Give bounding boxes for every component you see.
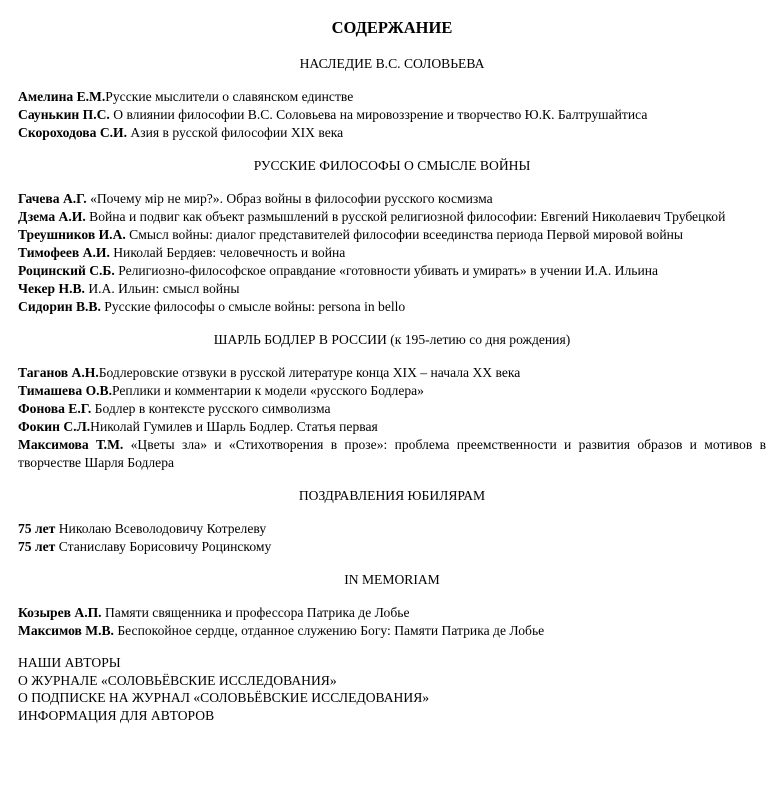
entry-title: Николай Гумилев и Шарль Бодлер. Статья первая [90,419,378,434]
entry-title: «Почему мiр не мир?». Образ войны в философии русского космизма [86,191,493,206]
toc-entry [18,382,766,400]
entry-author: Тимофеев А.И. [18,245,110,260]
toc-entry [18,604,766,622]
entry-author: Амелина Е.М. [18,89,106,104]
entry-author: Треушников И.А. [18,227,126,242]
entry-author: 75 лет [18,521,56,536]
toc-entry [18,280,766,298]
toc-entry [18,298,766,316]
toc-entry [18,400,766,418]
entry-title: Азия в русской философии XIX века [127,125,344,140]
entry-author: Гачева А.Г. [18,191,87,206]
entry-author: Скороходова С.И. [18,125,128,140]
entry-title: Религиозно-философское оправдание «готовности убивать и умирать» в учении И.А. Ильина [114,263,659,278]
section-entries [18,604,766,640]
section-heading: ПОЗДРАВЛЕНИЯ ЮБИЛЯРАМ [298,488,486,503]
toc-entry [18,124,766,142]
entry-author: Дзема А.И. [18,209,86,224]
toc-entry [18,538,766,556]
entry-title: Николай Бердяев: человечность и война [109,245,346,260]
page-title: СОДЕРЖАНИЕ [331,18,453,37]
entry-author: Козырев А.П. [18,605,102,620]
toc-entry [18,622,766,640]
entry-author: Роцинский С.Б. [18,263,115,278]
toc-entry [18,520,766,538]
entry-title: Война и подвиг как объект размышлений в русской религиозной философии: Евгений Николаевич Трубецкой [85,209,726,224]
section-entries [18,190,766,316]
entry-author: Таганов А.Н. [18,365,99,380]
entry-title: Николаю Всеволодовичу Котрелеву [55,521,267,536]
entry-title: Памяти священника и профессора Патрика де Лобье [101,605,410,620]
section-heading: НАСЛЕДИЕ В.С. СОЛОВЬЕВА [299,56,485,71]
toc-entry [18,262,766,280]
entry-author: Тимашева О.В. [18,383,113,398]
section-entries [18,88,766,142]
entry-title: Станиславу Борисовичу Роцинскому [55,539,272,554]
back-matter-item: ИНФОРМАЦИЯ ДЛЯ АВТОРОВ [18,707,215,723]
toc-entry [18,106,766,124]
back-matter-item: НАШИ АВТОРЫ [18,655,121,670]
section-heading: IN MEMORIAM [344,572,440,587]
entry-author: Чекер Н.В. [18,281,85,296]
entry-author: Фокин С.Л. [18,419,91,434]
entry-author: Сидорин В.В. [18,299,101,314]
entry-title: И.А. Ильин: смысл войны [84,281,240,296]
toc-entry [18,244,766,262]
toc-entry [18,190,766,208]
section-entries [18,520,766,556]
entry-author: Саунькин П.С. [18,107,110,122]
entry-title: «Цветы зла» и «Стихотворения в прозе»: проблема преемственности и развития образов и мотивов в творчестве Шарля Бодлера [18,437,766,470]
entry-title: Бодлеровские отзвуки в русской литературе конца XIX – начала XX века [98,365,521,380]
toc-entry [18,418,766,436]
entry-title: Русские мыслители о славянском единстве [105,89,354,104]
toc-entry [18,364,766,382]
section-entries [18,364,766,472]
entry-author: Фонова Е.Г. [18,401,92,416]
section-heading: РУССКИЕ ФИЛОСОФЫ О СМЫСЛЕ ВОЙНЫ [253,158,531,173]
section-heading: ШАРЛЬ БОДЛЕР В РОССИИ (к 195-летию со дня рождения) [213,332,571,347]
entry-author: 75 лет [18,539,56,554]
entry-title: Бодлер в контексте русского символизма [91,401,331,416]
entry-author: Максимова Т.М. [18,437,124,452]
entry-author: Максимов М.В. [18,623,114,638]
toc-entry [18,436,766,472]
toc-entry [18,208,766,226]
entry-title: Беспокойное сердце, отданное служению Богу: Памяти Патрика де Лобье [113,623,545,638]
back-matter-item: О ЖУРНАЛЕ «СОЛОВЬЁВСКИЕ ИССЛЕДОВАНИЯ» [18,672,337,688]
toc-entry [18,226,766,244]
toc-entry [18,88,766,106]
entry-title: О влиянии философии В.С. Соловьева на мировоззрение и творчество Ю.К. Балтрушайтиса [109,107,648,122]
back-matter-item: О ПОДПИСКЕ НА ЖУРНАЛ «СОЛОВЬЁВСКИЕ ИССЛЕДОВАНИЯ» [18,690,430,705]
entry-title: Русские философы о смысле войны: persona in bello [100,299,406,314]
entry-title: Реплики и комментарии к модели «русского Бодлера» [112,383,424,398]
contents-page [18,16,766,724]
back-matter-list [18,654,766,724]
entry-title: Смысл войны: диалог представителей философии всеединства периода Первой мировой войны [125,227,684,242]
